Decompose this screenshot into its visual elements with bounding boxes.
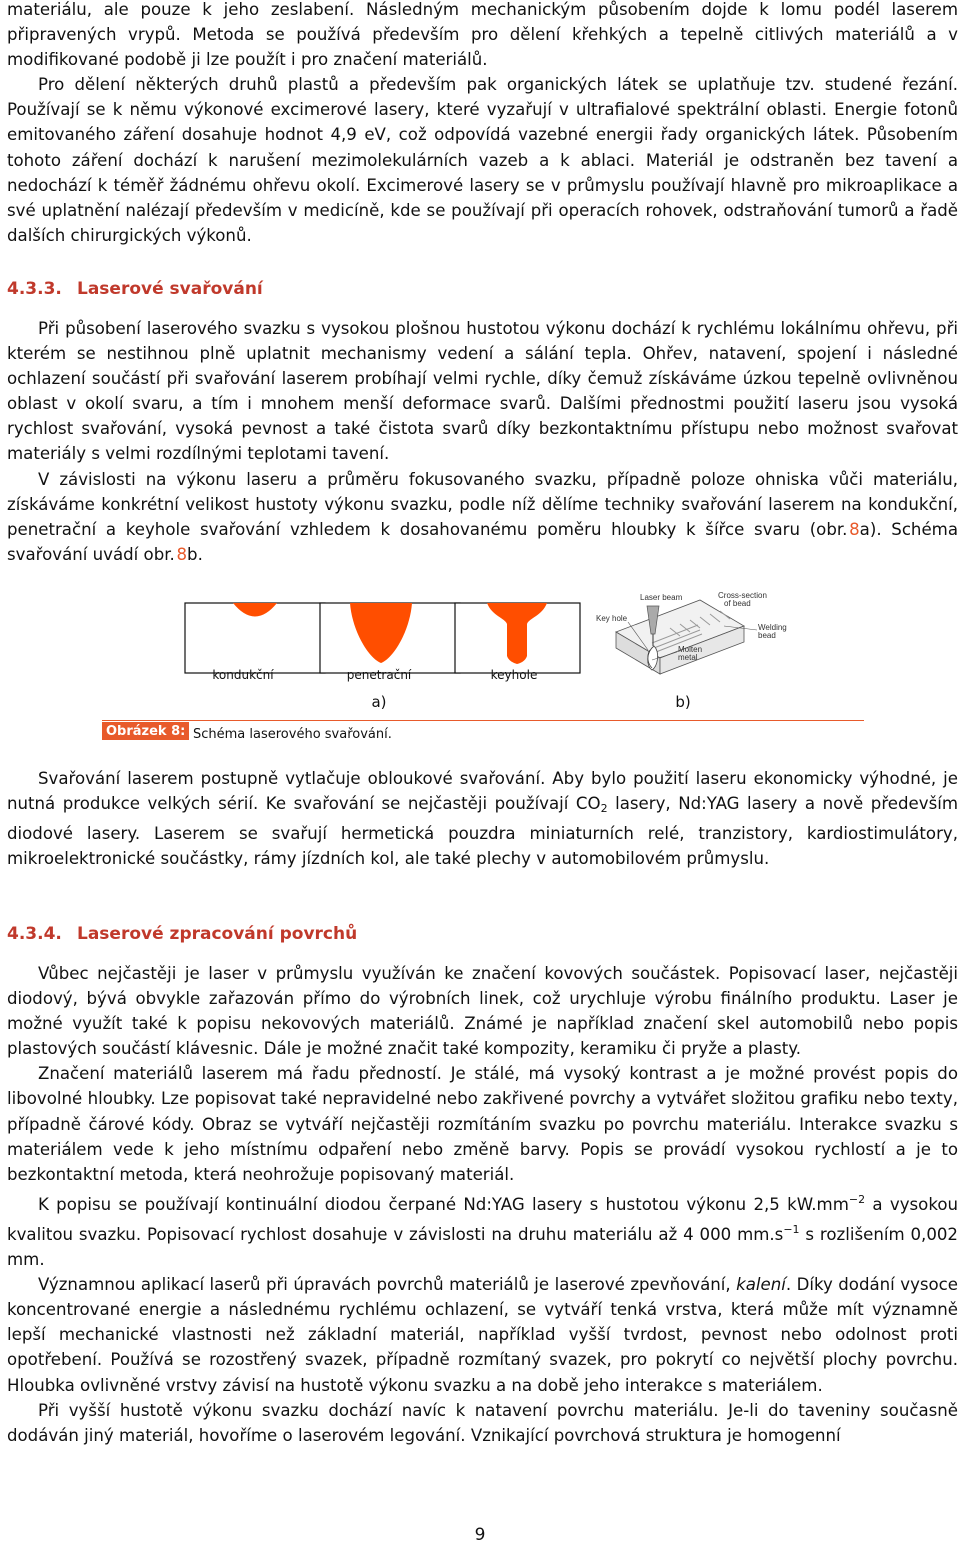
label-keyhole: keyhole: [490, 668, 538, 682]
label-kondukcni: kondukční: [212, 668, 274, 682]
subfigure-a-label: a): [371, 693, 387, 711]
caption-rule: [102, 720, 864, 721]
section-heading-4-3-3: [7, 279, 263, 299]
text-run: Svařování laserem postupně vytlačuje obloukové svařování. Aby bylo použití laseru ekonomicky výhodné, je nutná produkce velkých sérií. Ke svařování se nejčastěji používají CO: [7, 769, 958, 814]
text-run: Významnou aplikací laserů při úpravách povrchů materiálů je laserové zpevňování,: [38, 1275, 731, 1295]
page-number: 9: [474, 1525, 486, 1545]
figure-reference-link[interactable]: 8: [176, 544, 188, 564]
paragraph: [7, 766, 958, 871]
label-metal: metal: [678, 653, 698, 662]
text-run: K popisu se používají kontinuální diodou čerpané Nd:YAG lasery s hustotou výkonu 2,5 kW.mm: [38, 1194, 849, 1214]
text-run: a vysokou kvalitou svazku. Popisovací rychlost dosahuje v závislosti na druhu materiálu až 4 000 mm.s: [7, 1194, 959, 1244]
section-4-3-3-text: [7, 316, 958, 567]
figure-reference-link[interactable]: 8: [849, 519, 860, 539]
after-figure-text: [7, 766, 958, 871]
superscript: −1: [783, 1222, 800, 1236]
paragraph: Při vyšší hustotě výkonu svazku dochází navíc k natavení povrchu materiálu. Je-li do taveniny současně dodáván jiný materiál, hovoříme o laserovém legování. Vznikající povrchová struktura je homogenní: [7, 1400, 958, 1445]
label-cross-section: Cross-section: [718, 591, 767, 600]
text-run: b.: [187, 544, 203, 564]
label-of-bead: of bead: [724, 599, 751, 608]
figure-caption-label: Obrázek 8:: [102, 722, 189, 740]
paragraph: Pro dělení některých druhů plastů a především pak organických látek se uplatňuje tzv. studené řezání. Používají se k němu výkonové excimerové lasery, které vyzařují v ultrafialové spektrální oblasti. Energie fotonů emitovaného záření dosahuje hodnot 4,9 eV, což odpovídá vazebné energii řady organických látek. Působením tohoto záření dochází k narušení mezimolekulárních vazeb a k ablaci. Materiál je odstraněn bez tavení a nedochází k téměř žádnému ohřevu okolí. Excimerové lasery se v průmyslu používají hlavně pro mikroaplikace a své uplatnění nalézají především v medicíně, kde se používají při operacích rohovek, odstraňování tumorů a řadě dalších chirurgických výkonů.: [7, 75, 958, 245]
section-heading-4-3-4: [7, 924, 357, 944]
subfigure-b-label: b): [675, 693, 691, 711]
label-welding: Welding: [758, 623, 787, 632]
label-molten: Molten: [678, 645, 703, 654]
paragraph: Při působení laserového svazku s vysokou plošnou hustotou výkonu dochází k rychlému lokálnímu ohřevu, při kterém se nestihnou plně uplatnit mechanismy vedení a sálání tepla. Ohřev, natavení, spojení i následné ochlazení součástí při svařování laserem probíhají velmi rychle, díky čemuž získáváme úzkou tepelně ovlivněnou oblast v okolí svaru, a tím i mnohem menší deformace svarů. Dalšími přednostmi použití laseru jsou vysoká rychlost svařování, vysoká pevnost a také čistota svarů díky bezkontaktnímu přístupu nebo možnost svařovat materiály s velmi rozdílnými teplotami tavení.: [7, 319, 958, 464]
paragraph: Značení materiálů laserem má řadu předností. Je stálé, má vysoký kontrast a je možné provést popis do libovolné hloubky. Lze popisovat také nepravidelné nebo zakřivené povrchy a vytvářet složitou grafiku nebo texty, případně čárové kódy. Obraz se vytváří nejčastěji rozmítáním svazku po povrchu materiálu. Interakce svazku s materiálem vede k jeho místnímu odpaření nebo změně barvy. Popis se provádí vysokou rychlostí a je to bezkontaktní metoda, která neohrožuje popisovaný materiál.: [7, 1064, 958, 1184]
figure-caption-text: Schéma laserového svařování.: [193, 727, 392, 742]
paragraph: [7, 1187, 958, 1272]
text-run: V závislosti na výkonu laseru a průměru fokusovaného svazku, případně poloze ohniska vůči materiálu, získáváme konkrétní velikost hustoty výkonu svazku, podle níž dělíme techniky svařování laserem na kondukční, penetrační a keyhole svařování vzhledem k dosahovanému poměru hloubky k šířce svaru (obr.: [7, 469, 958, 539]
subscript: 2: [600, 802, 608, 816]
paragraph: materiálu, ale pouze k jeho zeslabení. Následným mechanickým působením dojde k lomu podél laserem připravených vrypů. Metoda se používá především pro dělení křehkých a tepelně citlivých materiálů a v modifikované podobě ji lze použít i pro značení materiálů.: [7, 0, 958, 70]
italic-term: kalení: [736, 1275, 786, 1295]
text-run: s rozlišením 0,002 mm.: [7, 1224, 958, 1270]
section-title: Laserové svařování: [77, 279, 263, 299]
label-key-hole: Key hole: [596, 614, 628, 623]
paragraph: [7, 1272, 958, 1397]
section-4-3-4-text: [7, 961, 958, 1448]
weld-schema-a: [185, 603, 580, 711]
section-number: 4.3.3.: [7, 279, 62, 299]
paragraph: Vůbec nejčastěji je laser v průmyslu využíván ke značení kovových součástek. Popisovací laser, nejčastěji diodový, bývá obvykle zařazován přímo do výrobních linek, což urychluje výrobu finálního produktu. Laser je možné využít také k popisu nekovových materiálů. Známé je například značení skel automobilů nebo popis plastových součástí klávesnic. Dále je možné značit také kompozity, keramiku či pryže a plasty.: [7, 964, 958, 1059]
text-run: . Díky dodání vysoce koncentrované energie a následnému rychlému ochlazení, se vytváří tenká vrstva, která může mít významně lepší mechanické vlastnosti než základní materiál, například vyšší tvrdost, pevnost nebo odolnost proti opotřebení. Používá se rozostřený svazek, případně rozmítaný svazek, pro pokrytí co největší plochy povrchu. Hloubka ovlivněné vrstvy závisí na hustotě výkonu svazku a na době jeho interakce s materiálem.: [7, 1275, 959, 1395]
section-title: Laserové zpracování povrchů: [77, 924, 358, 944]
label-penetracni: penetrační: [346, 668, 412, 682]
paragraph: [7, 467, 958, 567]
label-bead: bead: [758, 631, 776, 640]
section-number: 4.3.4.: [7, 924, 62, 944]
text-run: lasery, Nd:YAG lasery a nově především diodové lasery. Laserem se svařují hermetická pouzdra miniaturních relé, tranzistory, kardiostimulátory, mikroelektronické součástky, rámy jízdních kol, ale také plechy v automobilovém průmyslu.: [7, 794, 958, 869]
superscript: −2: [848, 1192, 866, 1206]
intro-text: [7, 0, 958, 248]
label-laser-beam: Laser beam: [640, 593, 683, 602]
weld-schema-b: [596, 591, 787, 711]
text-run: a). Schéma svařování uvádí obr.: [7, 519, 958, 564]
